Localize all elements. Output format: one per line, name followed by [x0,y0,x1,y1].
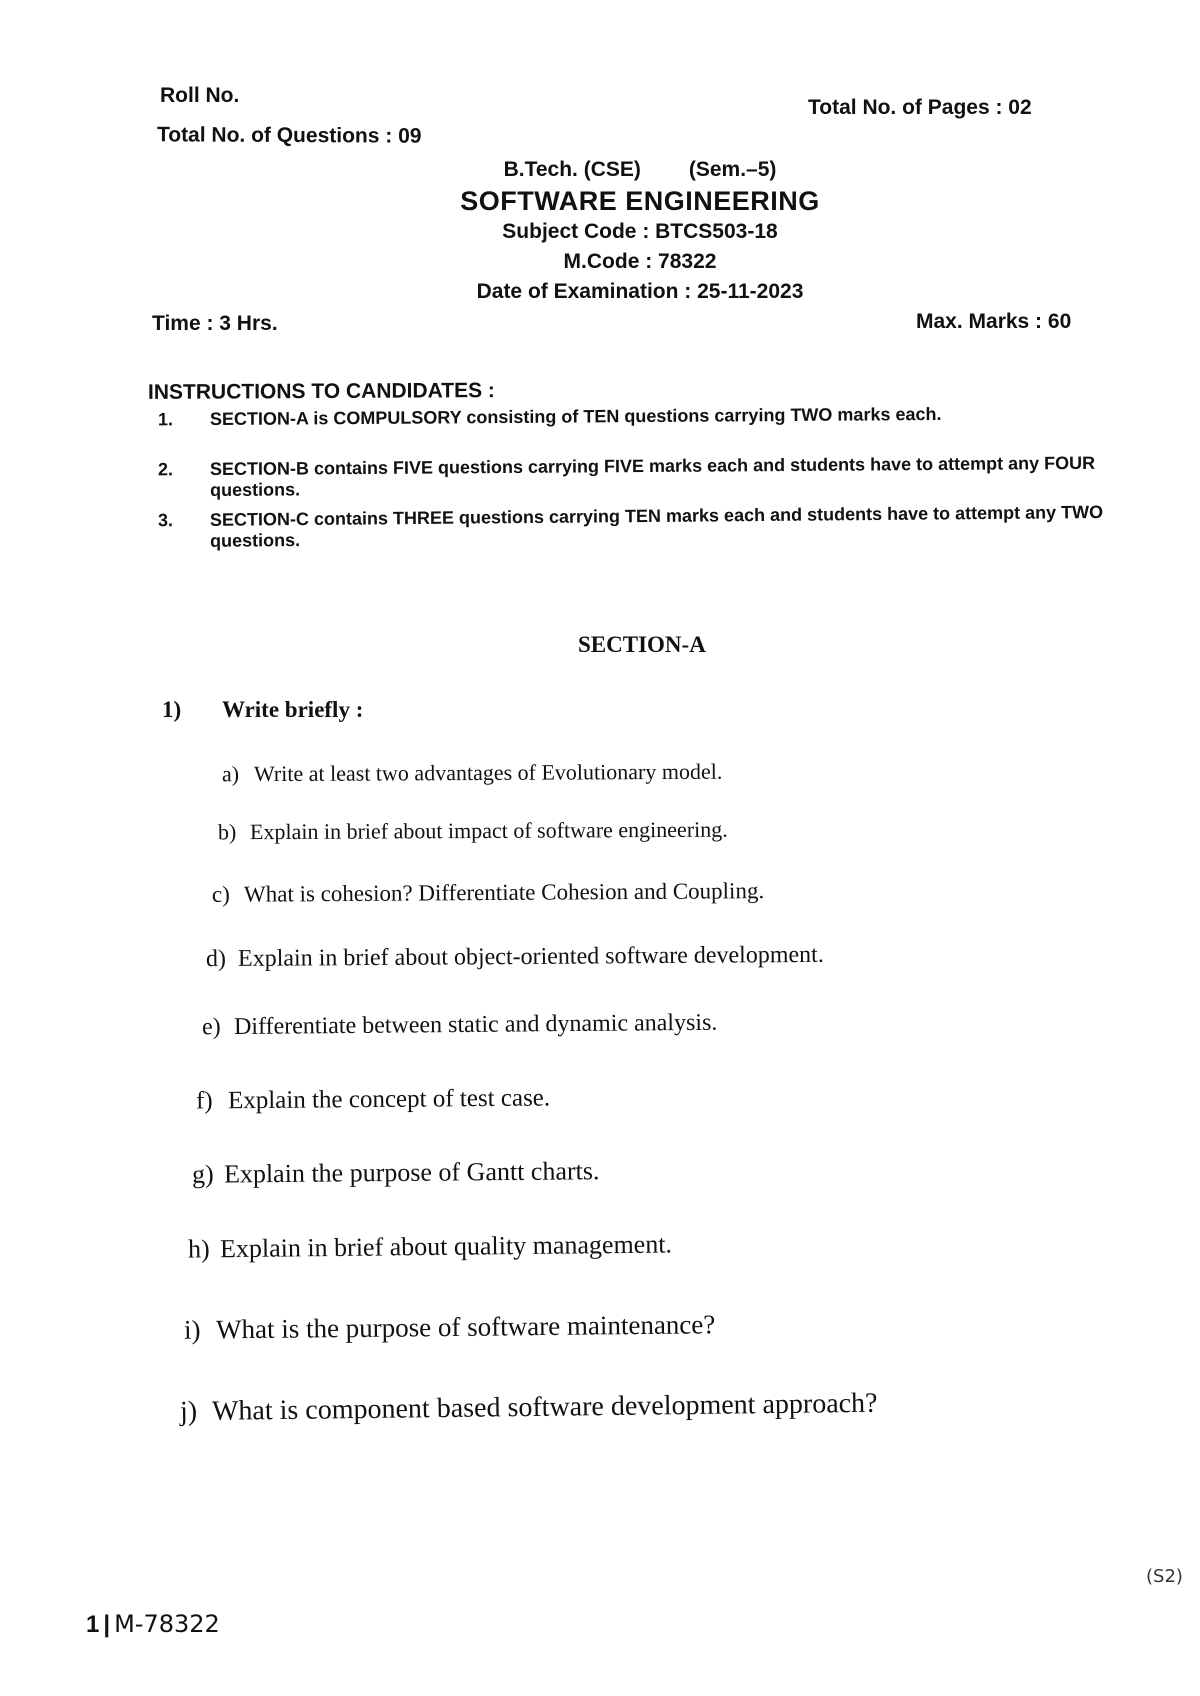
instruction-number: 1. [157,409,174,430]
instruction-text: SECTION-A is COMPULSORY consisting of TEN questions carrying TWO marks each. [209,403,942,430]
subquestion-item [192,1156,600,1190]
subquestion-item [222,759,722,788]
subquestion-item [180,1388,878,1429]
roll-no-label: Roll No. [160,84,240,107]
instruction-text: SECTION-C contains THREE questions carrying TEN marks each and students have to attempt any TWO questions. [209,502,1104,551]
subject-code: Subject Code : BTCS503-18 [502,220,778,243]
subquestion-text: Explain the purpose of Gantt charts. [223,1156,600,1189]
paper-code: M-78322 [114,1610,220,1638]
subquestion-letter: j) [179,1396,198,1428]
subquestion-item [188,1229,672,1264]
subject-title: SOFTWARE ENGINEERING [460,186,820,216]
instruction-text: SECTION-B contains FIVE questions carrying FIVE marks each and students have to attempt any FOUR questions. [209,452,1096,501]
instruction-number: 3. [157,510,174,531]
subquestion-letter: a) [221,761,240,787]
total-questions: Total No. of Questions : 09 [156,123,422,148]
course-line [380,158,900,182]
m-code: M.Code : 78322 [563,250,717,273]
subquestion-letter: e) [201,1014,221,1041]
course-name: B.Tech. (CSE) [503,158,641,181]
instructions-heading: INSTRUCTIONS TO CANDIDATES : [147,379,495,404]
instruction-item [158,453,1138,502]
subquestion-text: Explain in brief about impact of software engineering. [249,816,728,845]
instruction-item [158,403,1138,431]
page-mark: (S2) [1146,1566,1183,1587]
subquestion-text: What is component based software development approach? [211,1387,878,1427]
exam-time: Time : 3 Hrs. [152,312,278,335]
max-marks: Max. Marks : 60 [916,310,1072,333]
exam-date: Date of Examination : 25-11-2023 [476,280,804,303]
subquestion-letter: c) [211,881,230,907]
page-footer [86,1610,220,1639]
subquestion-letter: d) [205,946,227,973]
semester: (Sem.–5) [688,158,777,181]
subquestion-letter: g) [191,1159,214,1189]
subquestion-item [196,1084,550,1115]
subquestion-item [206,942,824,973]
instruction-item [158,502,1138,553]
subquestion-text: Explain in brief about quality management. [219,1229,673,1264]
subquestion-text: Explain the concept of test case. [227,1084,551,1115]
total-pages: Total No. of Pages : 02 [808,96,1032,119]
question-number: 1) [162,697,182,722]
question-text: Write briefly : [222,697,364,722]
subquestion-letter: i) [183,1314,201,1345]
subquestion-text: Explain in brief about object-oriented software development. [237,941,824,972]
section-title: SECTION-A [578,632,706,657]
subquestion-item [202,1010,718,1041]
subquestion-letter: b) [217,819,237,845]
subquestion-text: What is the purpose of software maintenance? [215,1309,716,1345]
subquestion-item [218,817,728,846]
subquestion-text: Write at least two advantages of Evolutionary model. [253,758,723,787]
subquestion-text: What is cohesion? Differentiate Cohesion and Coupling. [243,878,765,907]
instruction-number: 2. [157,459,174,480]
subquestion-letter: h) [187,1234,210,1264]
footer-separator: | [103,1611,111,1638]
subquestion-item [212,878,764,908]
subquestion-letter: f) [195,1087,213,1115]
page-number: 1 [86,1611,100,1638]
subquestion-text: Differentiate between static and dynamic analysis. [233,1009,718,1040]
subquestion-item [184,1309,716,1346]
